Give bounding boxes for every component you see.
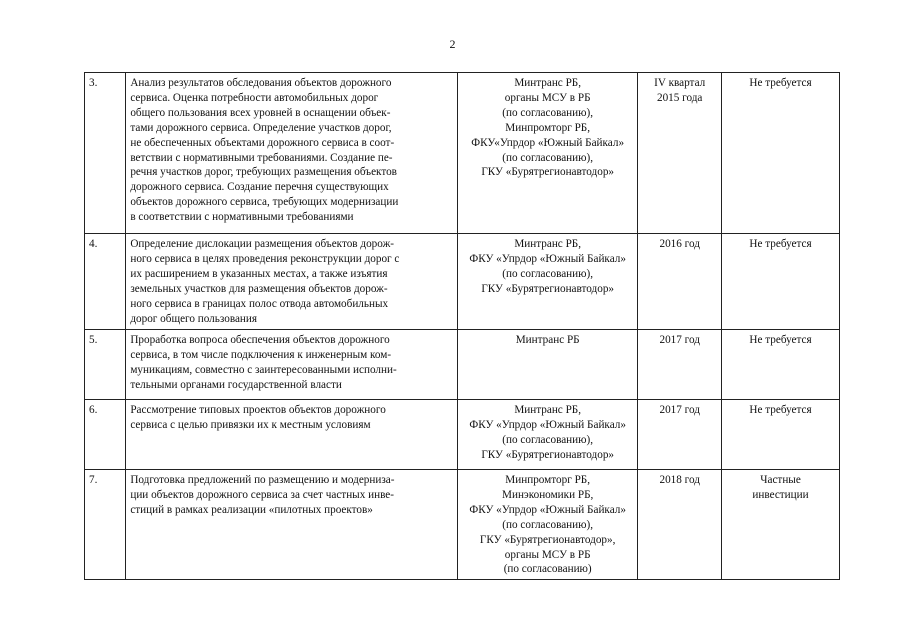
responsible-executors-line: (по согласованию), [502,518,594,531]
responsible-executors-line: органы МСУ в РБ [504,91,591,104]
responsible-executors-line: Минпромторг РБ, [505,121,591,134]
financing-source-line: Не требуется [749,238,812,250]
financing-source-line: инвестиции [752,488,809,501]
responsible-executors-line: (по согласованию) [503,563,592,576]
page-number: 2 [449,37,456,51]
responsible-executors-line: (по согласованию), [502,106,594,119]
deadline-line: IV квартал [654,77,706,89]
deadline [638,234,722,330]
measure-description [126,330,458,400]
deadline-line: 2017 год [659,404,700,416]
measure-description-line: тами дорожного сервиса. Определение участков дорог, [130,121,392,134]
measure-description [126,400,458,470]
financing-source-line: Не требуется [749,334,812,346]
measure-description-line: дорог общего пользования [130,312,258,325]
responsible-executors-line: ФКУ «Упрдор «Южный Байкал» [469,418,626,431]
measure-description-line: в соответствии с нормативными требованиями [130,211,354,224]
measure-description-line: сервиса, в том числе подключения к инженерным ком- [130,348,392,361]
measure-description [126,234,458,330]
responsible-executors-line: ФКУ «Упрдор «Южный Байкал» [469,503,626,516]
measure-description-line: ного сервиса в границах полос отвода автомобильных [130,297,389,310]
responsible-executors-line: (по согласованию), [502,151,594,164]
table-row [85,470,840,580]
deadline-line: 2016 год [659,238,700,250]
financing-source-line: Не требуется [749,404,812,416]
responsible-executors-line: ФКУ «Упрдор «Южный Байкал» [469,252,626,265]
measure-description-line: общего пользования всех уровней в оснащении объек- [130,106,391,119]
responsible-executors-line: Минтранс РБ, [514,404,582,416]
deadline [638,470,722,580]
measure-description [126,470,458,580]
measure-description-line: земельных участков для размещения объектов дорож- [130,282,388,295]
row-number: 7. [85,470,126,580]
responsible-executors-line: Минэкономики РБ, [502,488,594,501]
measure-description [126,73,458,234]
financing-source-line: Не требуется [749,77,812,89]
responsible-executors-line: (по согласованию), [502,267,594,280]
financing-source [722,470,840,580]
table-row [85,330,840,400]
financing-source [722,330,840,400]
measure-description-line: тельными органами государственной власти [130,378,342,391]
responsible-executors [457,330,637,400]
responsible-executors-line: Минтранс РБ, [514,238,582,250]
measure-description-line: ветствии с нормативными требованиями. Создание пе- [130,151,393,164]
measure-description-line: их расширением в указанных местах, а также изъятия [130,267,388,280]
responsible-executors-line: Минтранс РБ [515,334,580,346]
measure-description-line: сервиса с целью привязки их к местным условиям [130,418,371,431]
measure-description-line: Подготовка предложений по размещению и модерниза- [130,474,395,486]
row-number: 6. [85,400,126,470]
measure-description-line: объектов дорожного сервиса, требующих модернизации [130,196,399,209]
table-row [85,73,840,234]
row-number: 5. [85,330,126,400]
row-number: 3. [85,73,126,234]
measure-description-line: ного сервиса в целях проведения реконструкции дорог с [130,252,400,265]
responsible-executors-line: ГКУ «Бурятрегионавтодор» [481,448,615,461]
responsible-executors-line: ФКУ«Упрдор «Южный Байкал» [471,136,625,149]
responsible-executors-line: ГКУ «Бурятрегионавтодор» [481,166,615,179]
measure-description-line: Определение дислокации размещения объектов дорож- [130,238,395,250]
measure-description-line: ции объектов дорожного сервиса за счет частных инве- [130,488,394,501]
responsible-executors-line: Минпромторг РБ, [505,474,591,486]
measure-description-line: дорожного сервиса. Создание перечня существующих [130,181,389,194]
responsible-executors [457,470,637,580]
deadline [638,73,722,234]
table-row [85,234,840,330]
table-row [85,400,840,470]
responsible-executors-line: ГКУ «Бурятрегионавтодор» [481,282,615,295]
responsible-executors-line: (по согласованию), [502,433,594,446]
financing-source [722,400,840,470]
financing-source [722,73,840,234]
measure-description-line: речня участков дорог, требующих размещения объектов [130,166,397,179]
measure-description-line: сервиса. Оценка потребности автомобильных дорог [130,91,379,104]
measure-description-line: Проработка вопроса обеспечения объектов дорожного [130,334,390,346]
financing-source-line: Частные [760,474,801,486]
responsible-executors-line: органы МСУ в РБ [504,548,591,561]
measure-description-line: не обеспеченных объектами дорожного сервиса в соот- [130,136,395,149]
measure-description-line: Анализ результатов обследования объектов дорожного [130,77,392,89]
measure-description-line: муникациям, совместно с заинтересованными исполни- [130,363,397,376]
deadline [638,330,722,400]
action-plan-body [85,73,840,580]
row-number: 4. [85,234,126,330]
deadline-line: 2018 год [659,474,700,486]
action-plan-table [84,72,840,580]
responsible-executors [457,73,637,234]
deadline-line: 2017 год [659,334,700,346]
deadline-line: 2015 года [656,91,703,104]
measure-description-line: стиций в рамках реализации «пилотных проектов» [130,503,373,516]
financing-source [722,234,840,330]
measure-description-line: Рассмотрение типовых проектов объектов дорожного [130,404,386,416]
responsible-executors [457,234,637,330]
responsible-executors-line: ГКУ «Бурятрегионавтодор», [479,533,616,546]
deadline [638,400,722,470]
responsible-executors [457,400,637,470]
responsible-executors-line: Минтранс РБ, [514,77,582,89]
